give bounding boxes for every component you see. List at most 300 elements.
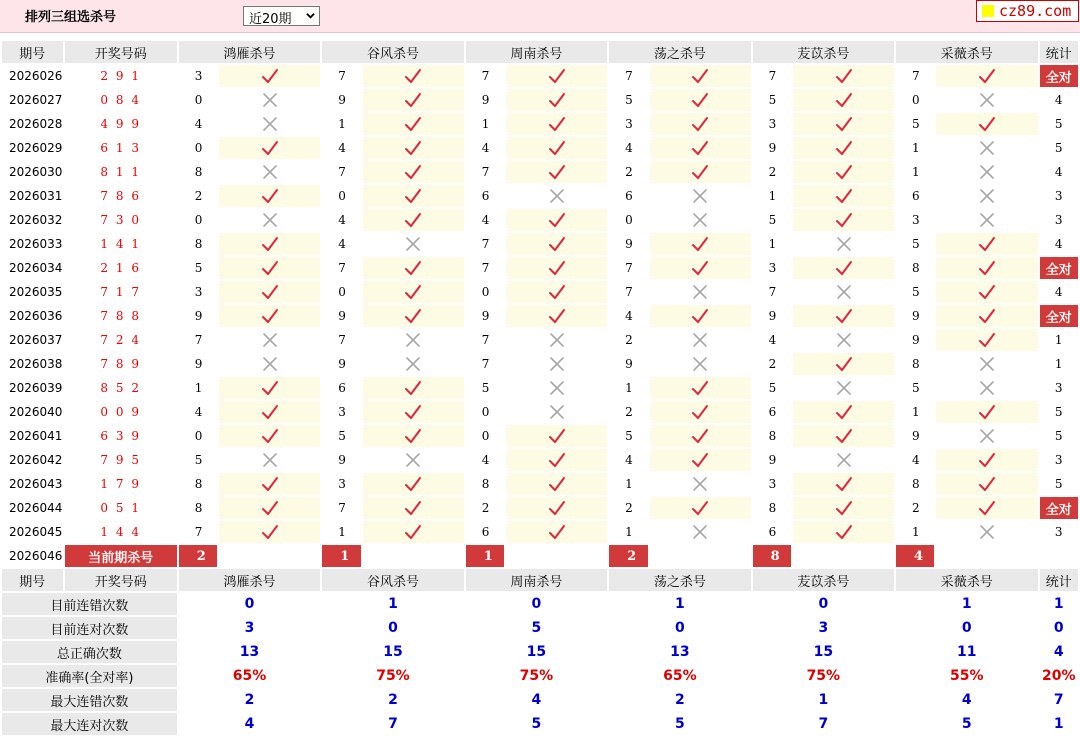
kill-number-cell: 9 <box>768 453 777 467</box>
cross-icon <box>836 237 852 252</box>
check-icon <box>404 141 422 156</box>
check-icon <box>978 309 996 324</box>
hit-mark <box>506 137 607 159</box>
stat-cell: 5 <box>1054 405 1063 419</box>
hit-mark <box>793 401 894 423</box>
draw-number-cell: 0 0 9 <box>100 405 141 419</box>
check-icon <box>978 237 996 252</box>
check-icon <box>404 405 422 420</box>
table-row <box>2 233 1078 255</box>
stat-cell: 3 <box>1054 213 1063 227</box>
kill-number-cell: 1 <box>625 477 633 491</box>
kill-number-cell: 7 <box>481 261 490 275</box>
kill-number-cell: 4 <box>625 309 633 323</box>
check-icon <box>978 285 996 300</box>
hit-mark <box>650 137 751 159</box>
kill-number-cell: 6 <box>481 189 490 203</box>
hit-mark <box>506 257 607 279</box>
kill-number-cell: 9 <box>768 309 777 323</box>
kill-number-cell: 7 <box>338 165 346 179</box>
cross-icon <box>405 453 421 468</box>
current-kill-number: 2 <box>609 545 647 567</box>
kill-number-cell: 4 <box>912 453 920 467</box>
stat-cell: 4 <box>1054 165 1063 179</box>
check-icon <box>548 525 566 540</box>
stats-value: 5 <box>961 716 972 732</box>
miss-mark <box>793 329 894 351</box>
hit-mark <box>936 281 1037 303</box>
stats-row <box>2 641 1078 663</box>
period-cell: 2026031 <box>9 189 63 203</box>
draw-number-cell: 6 1 3 <box>100 141 141 155</box>
draw-number-cell: 7 3 0 <box>100 213 141 227</box>
kill-number-cell: 0 <box>481 285 490 299</box>
hit-mark <box>363 473 464 495</box>
hit-mark <box>650 401 751 423</box>
hit-mark <box>793 473 894 495</box>
stats-value: 0 <box>388 620 398 636</box>
kill-number-cell: 1 <box>625 381 633 395</box>
miss-mark <box>793 377 894 399</box>
current-kill-number: 8 <box>753 545 791 567</box>
cross-icon <box>549 405 565 420</box>
hit-mark <box>936 329 1037 351</box>
stats-row <box>2 665 1078 687</box>
kill-number-cell: 4 <box>338 141 346 155</box>
hit-mark <box>219 137 320 159</box>
cross-icon <box>979 429 995 444</box>
hit-mark <box>363 377 464 399</box>
hit-mark <box>363 497 464 519</box>
cross-icon <box>979 213 995 228</box>
check-icon <box>404 429 422 444</box>
kill-number-cell: 1 <box>912 141 920 155</box>
hit-mark <box>650 161 751 183</box>
cross-icon <box>692 477 708 492</box>
check-icon <box>691 453 709 468</box>
kill-number-cell: 7 <box>768 69 777 83</box>
check-icon <box>835 357 853 372</box>
kill-number-cell: 9 <box>625 237 633 251</box>
kill-number-cell: 7 <box>625 261 633 275</box>
kill-number-cell: 5 <box>768 381 777 395</box>
stats-label: 最大连对次数 <box>2 713 177 735</box>
current-kill-number: 1 <box>322 545 360 567</box>
kill-number-cell: 5 <box>912 237 920 251</box>
table-row <box>2 401 1078 423</box>
check-icon <box>404 501 422 516</box>
header-row <box>2 41 1078 63</box>
kill-number-cell: 6 <box>338 381 346 395</box>
table-row <box>2 425 1078 447</box>
check-icon <box>835 165 853 180</box>
check-icon <box>548 453 566 468</box>
hit-mark <box>650 377 751 399</box>
stats-value: 65% <box>663 668 697 684</box>
column-header: 周南杀号 <box>466 41 607 63</box>
hit-mark <box>363 137 464 159</box>
cross-icon <box>262 165 278 180</box>
check-icon <box>691 141 709 156</box>
draw-number-cell: 1 7 9 <box>100 477 141 491</box>
stat-cell: 5 <box>1054 117 1063 131</box>
period-cell: 2026026 <box>9 69 63 83</box>
kill-number-cell: 0 <box>194 93 203 107</box>
check-icon <box>835 93 853 108</box>
kill-number-cell: 9 <box>912 309 920 323</box>
hit-mark <box>506 473 607 495</box>
kill-number-cell: 7 <box>481 357 490 371</box>
check-icon <box>261 381 279 396</box>
period-cell: 2026028 <box>9 117 63 131</box>
cross-icon <box>405 357 421 372</box>
kill-number-cell: 7 <box>625 285 633 299</box>
hit-mark <box>219 257 320 279</box>
stat-cell: 4 <box>1054 237 1063 251</box>
table-row <box>2 137 1078 159</box>
miss-mark <box>506 353 607 375</box>
check-icon <box>548 261 566 276</box>
hit-mark <box>936 257 1037 279</box>
stat-cell: 3 <box>1054 525 1063 539</box>
stat-cell: 5 <box>1054 429 1063 443</box>
kill-number-cell: 4 <box>768 333 777 347</box>
hit-mark <box>219 497 320 519</box>
check-icon <box>978 501 996 516</box>
kill-number-cell: 3 <box>194 285 203 299</box>
kill-number-cell: 9 <box>912 429 920 443</box>
hit-mark <box>650 425 751 447</box>
hit-mark <box>793 425 894 447</box>
miss-mark <box>936 161 1037 183</box>
period-cell: 2026029 <box>9 141 63 155</box>
draw-number-cell: 7 2 4 <box>100 333 141 347</box>
cross-icon <box>692 357 708 372</box>
column-header: 统计 <box>1040 569 1079 591</box>
check-icon <box>691 501 709 516</box>
miss-mark <box>219 209 320 231</box>
kill-number-cell: 4 <box>625 141 633 155</box>
kill-number-cell: 7 <box>912 69 920 83</box>
cross-icon <box>549 357 565 372</box>
stat-cell: 3 <box>1054 381 1063 395</box>
hit-mark <box>650 113 751 135</box>
kill-number-cell: 4 <box>194 117 203 131</box>
table-row <box>2 209 1078 231</box>
page-title: 排列三组选杀号 <box>25 10 117 25</box>
kill-number-cell: 9 <box>338 357 346 371</box>
hit-mark <box>219 425 320 447</box>
check-icon <box>404 93 422 108</box>
miss-mark <box>219 329 320 351</box>
kill-number-cell: 7 <box>194 333 203 347</box>
column-header: 鸿雁杀号 <box>179 41 320 63</box>
kill-number-cell: 1 <box>768 237 777 251</box>
column-header: 荡之杀号 <box>609 569 750 591</box>
check-icon <box>978 477 996 492</box>
kill-number-cell: 5 <box>338 429 346 443</box>
check-icon <box>548 309 566 324</box>
cross-icon <box>979 189 995 204</box>
hit-mark <box>793 305 894 327</box>
check-icon <box>404 285 422 300</box>
stats-total: 7 <box>1053 692 1064 708</box>
miss-mark <box>793 233 894 255</box>
miss-mark <box>650 185 751 207</box>
stats-value: 5 <box>674 716 685 732</box>
period-cell: 2026032 <box>9 213 63 227</box>
hit-mark <box>793 209 894 231</box>
hit-mark <box>793 521 894 543</box>
all-correct-badge: 全对 <box>1040 65 1079 87</box>
stats-row <box>2 689 1078 711</box>
miss-mark <box>650 353 751 375</box>
period-cell: 2026033 <box>9 237 63 251</box>
stat-cell: 1 <box>1054 357 1063 371</box>
check-icon <box>404 309 422 324</box>
kill-number-cell: 7 <box>625 69 633 83</box>
table-row <box>2 353 1078 375</box>
kill-number-cell: 9 <box>338 453 346 467</box>
hit-mark <box>506 425 607 447</box>
check-icon <box>835 429 853 444</box>
hit-mark <box>219 65 320 87</box>
hit-mark <box>936 449 1037 471</box>
stat-cell: 4 <box>1054 285 1063 299</box>
kill-number-cell: 0 <box>194 141 203 155</box>
empty-cell <box>219 545 320 567</box>
kill-number-table <box>0 39 1080 737</box>
stats-total: 0 <box>1053 620 1064 636</box>
period-cell: 2026039 <box>9 381 63 395</box>
kill-number-cell: 8 <box>194 477 203 491</box>
cross-icon <box>692 213 708 228</box>
kill-number-cell: 5 <box>768 93 777 107</box>
check-icon <box>404 477 422 492</box>
kill-number-cell: 5 <box>912 381 920 395</box>
stat-cell: 5 <box>1054 477 1063 491</box>
draw-number-cell: 8 1 1 <box>100 165 141 179</box>
check-icon <box>548 477 566 492</box>
check-icon <box>835 405 853 420</box>
hit-mark <box>363 89 464 111</box>
check-icon <box>978 117 996 132</box>
column-header: 谷风杀号 <box>322 569 463 591</box>
kill-number-cell: 8 <box>481 477 490 491</box>
check-icon <box>404 261 422 276</box>
miss-mark <box>219 113 320 135</box>
miss-mark <box>506 377 607 399</box>
stats-value: 5 <box>531 716 542 732</box>
logo-square-icon <box>982 5 994 17</box>
check-icon <box>261 261 279 276</box>
kill-number-cell: 4 <box>481 141 490 155</box>
kill-number-cell: 9 <box>481 309 490 323</box>
kill-number-cell: 2 <box>768 357 777 371</box>
miss-mark <box>219 353 320 375</box>
kill-number-cell: 3 <box>768 261 777 275</box>
check-icon <box>835 69 853 84</box>
table-row <box>2 161 1078 183</box>
check-icon <box>691 117 709 132</box>
kill-number-cell: 3 <box>194 69 203 83</box>
column-header: 开奖号码 <box>65 569 177 591</box>
hit-mark <box>936 65 1037 87</box>
hit-mark <box>219 185 320 207</box>
stats-total: 1 <box>1053 716 1064 732</box>
all-correct-badge: 全对 <box>1040 257 1079 279</box>
kill-number-cell: 0 <box>481 429 490 443</box>
hit-mark <box>363 521 464 543</box>
hit-mark <box>936 233 1037 255</box>
kill-number-cell: 8 <box>912 357 920 371</box>
kill-number-cell: 1 <box>912 525 920 539</box>
kill-number-cell: 9 <box>768 141 777 155</box>
hit-mark <box>363 401 464 423</box>
stats-label: 总正确次数 <box>2 641 177 663</box>
check-icon <box>261 189 279 204</box>
miss-mark <box>363 353 464 375</box>
stats-value: 75% <box>519 668 554 684</box>
hit-mark <box>363 185 464 207</box>
table-row <box>2 305 1078 327</box>
kill-number-cell: 8 <box>194 237 203 251</box>
hit-mark <box>650 449 751 471</box>
kill-number-cell: 5 <box>194 453 203 467</box>
kill-number-cell: 9 <box>625 357 633 371</box>
cross-icon <box>979 357 995 372</box>
kill-number-cell: 0 <box>194 213 203 227</box>
cross-icon <box>836 333 852 348</box>
hit-mark <box>936 473 1037 495</box>
table-row <box>2 89 1078 111</box>
draw-number-cell: 8 5 2 <box>100 381 141 395</box>
stat-cell: 5 <box>1054 141 1063 155</box>
cross-icon <box>979 93 995 108</box>
period-cell: 2026038 <box>9 357 63 371</box>
cross-icon <box>262 333 278 348</box>
draw-number-cell: 6 3 9 <box>100 429 141 443</box>
kill-number-cell: 9 <box>194 309 203 323</box>
hit-mark <box>363 209 464 231</box>
kill-number-cell: 8 <box>912 477 920 491</box>
stats-value: 55% <box>950 668 984 684</box>
miss-mark <box>793 449 894 471</box>
kill-number-cell: 7 <box>768 285 777 299</box>
column-header: 期号 <box>2 569 63 591</box>
kill-number-cell: 6 <box>768 525 777 539</box>
check-icon <box>404 165 422 180</box>
kill-number-cell: 8 <box>768 501 777 515</box>
miss-mark <box>650 329 751 351</box>
miss-mark <box>936 209 1037 231</box>
kill-number-cell: 5 <box>194 261 203 275</box>
stats-total: 1 <box>1053 596 1064 612</box>
hit-mark <box>793 185 894 207</box>
kill-number-cell: 3 <box>625 117 633 131</box>
stats-label: 目前连对次数 <box>2 617 177 639</box>
all-correct-badge: 全对 <box>1040 497 1079 519</box>
draw-number-cell: 2 1 6 <box>100 261 141 275</box>
kill-number-cell: 6 <box>481 525 490 539</box>
stats-value: 5 <box>531 620 542 636</box>
stats-value: 15 <box>526 644 547 660</box>
kill-number-cell: 9 <box>912 333 920 347</box>
miss-mark <box>936 521 1037 543</box>
hit-mark <box>793 113 894 135</box>
current-period-cell: 2026046 <box>9 549 63 563</box>
column-header: 采薇杀号 <box>896 41 1037 63</box>
check-icon <box>261 429 279 444</box>
draw-number-cell: 4 9 9 <box>100 117 141 131</box>
kill-number-cell: 5 <box>481 381 490 395</box>
current-kill-number: 4 <box>896 545 934 567</box>
cross-icon <box>262 117 278 132</box>
kill-number-cell: 0 <box>481 405 490 419</box>
check-icon <box>548 429 566 444</box>
check-icon <box>261 525 279 540</box>
kill-number-cell: 6 <box>625 189 633 203</box>
hit-mark <box>219 521 320 543</box>
logo-text: cz89.com <box>999 2 1072 20</box>
stats-row <box>2 713 1078 735</box>
table-row <box>2 281 1078 303</box>
hit-mark <box>650 65 751 87</box>
miss-mark <box>219 161 320 183</box>
check-icon <box>691 309 709 324</box>
stats-value: 4 <box>244 716 255 732</box>
kill-number-cell: 0 <box>194 429 203 443</box>
stats-label: 最大连错次数 <box>2 689 177 711</box>
kill-number-cell: 1 <box>338 117 346 131</box>
kill-number-cell: 8 <box>912 261 920 275</box>
table-row <box>2 377 1078 399</box>
kill-number-cell: 7 <box>481 69 490 83</box>
hit-mark <box>793 353 894 375</box>
stats-label: 目前连错次数 <box>2 593 177 615</box>
cross-icon <box>836 453 852 468</box>
table-row <box>2 329 1078 351</box>
kill-number-cell: 4 <box>481 453 490 467</box>
stat-cell: 1 <box>1054 333 1063 347</box>
stats-value: 1 <box>674 596 685 612</box>
site-logo[interactable] <box>976 0 1079 22</box>
period-range-select[interactable] <box>243 6 320 26</box>
kill-number-cell: 8 <box>768 429 777 443</box>
kill-number-cell: 5 <box>768 213 777 227</box>
stat-cell: 3 <box>1054 189 1063 203</box>
check-icon <box>548 117 566 132</box>
stats-value: 4 <box>961 692 972 708</box>
kill-number-cell: 5 <box>625 93 633 107</box>
column-header: 鸿雁杀号 <box>179 569 320 591</box>
hit-mark <box>363 65 464 87</box>
check-icon <box>835 189 853 204</box>
hit-mark <box>506 497 607 519</box>
column-header: 苃苡杀号 <box>753 41 894 63</box>
table-row <box>2 497 1078 519</box>
draw-number-cell: 7 8 6 <box>100 189 141 203</box>
kill-number-cell: 0 <box>625 213 633 227</box>
check-icon <box>261 141 279 156</box>
check-icon <box>548 285 566 300</box>
hit-mark <box>363 281 464 303</box>
kill-number-cell: 3 <box>912 213 920 227</box>
kill-number-cell: 7 <box>338 501 346 515</box>
empty-cell <box>363 545 464 567</box>
kill-number-cell: 9 <box>481 93 490 107</box>
check-icon <box>404 381 422 396</box>
